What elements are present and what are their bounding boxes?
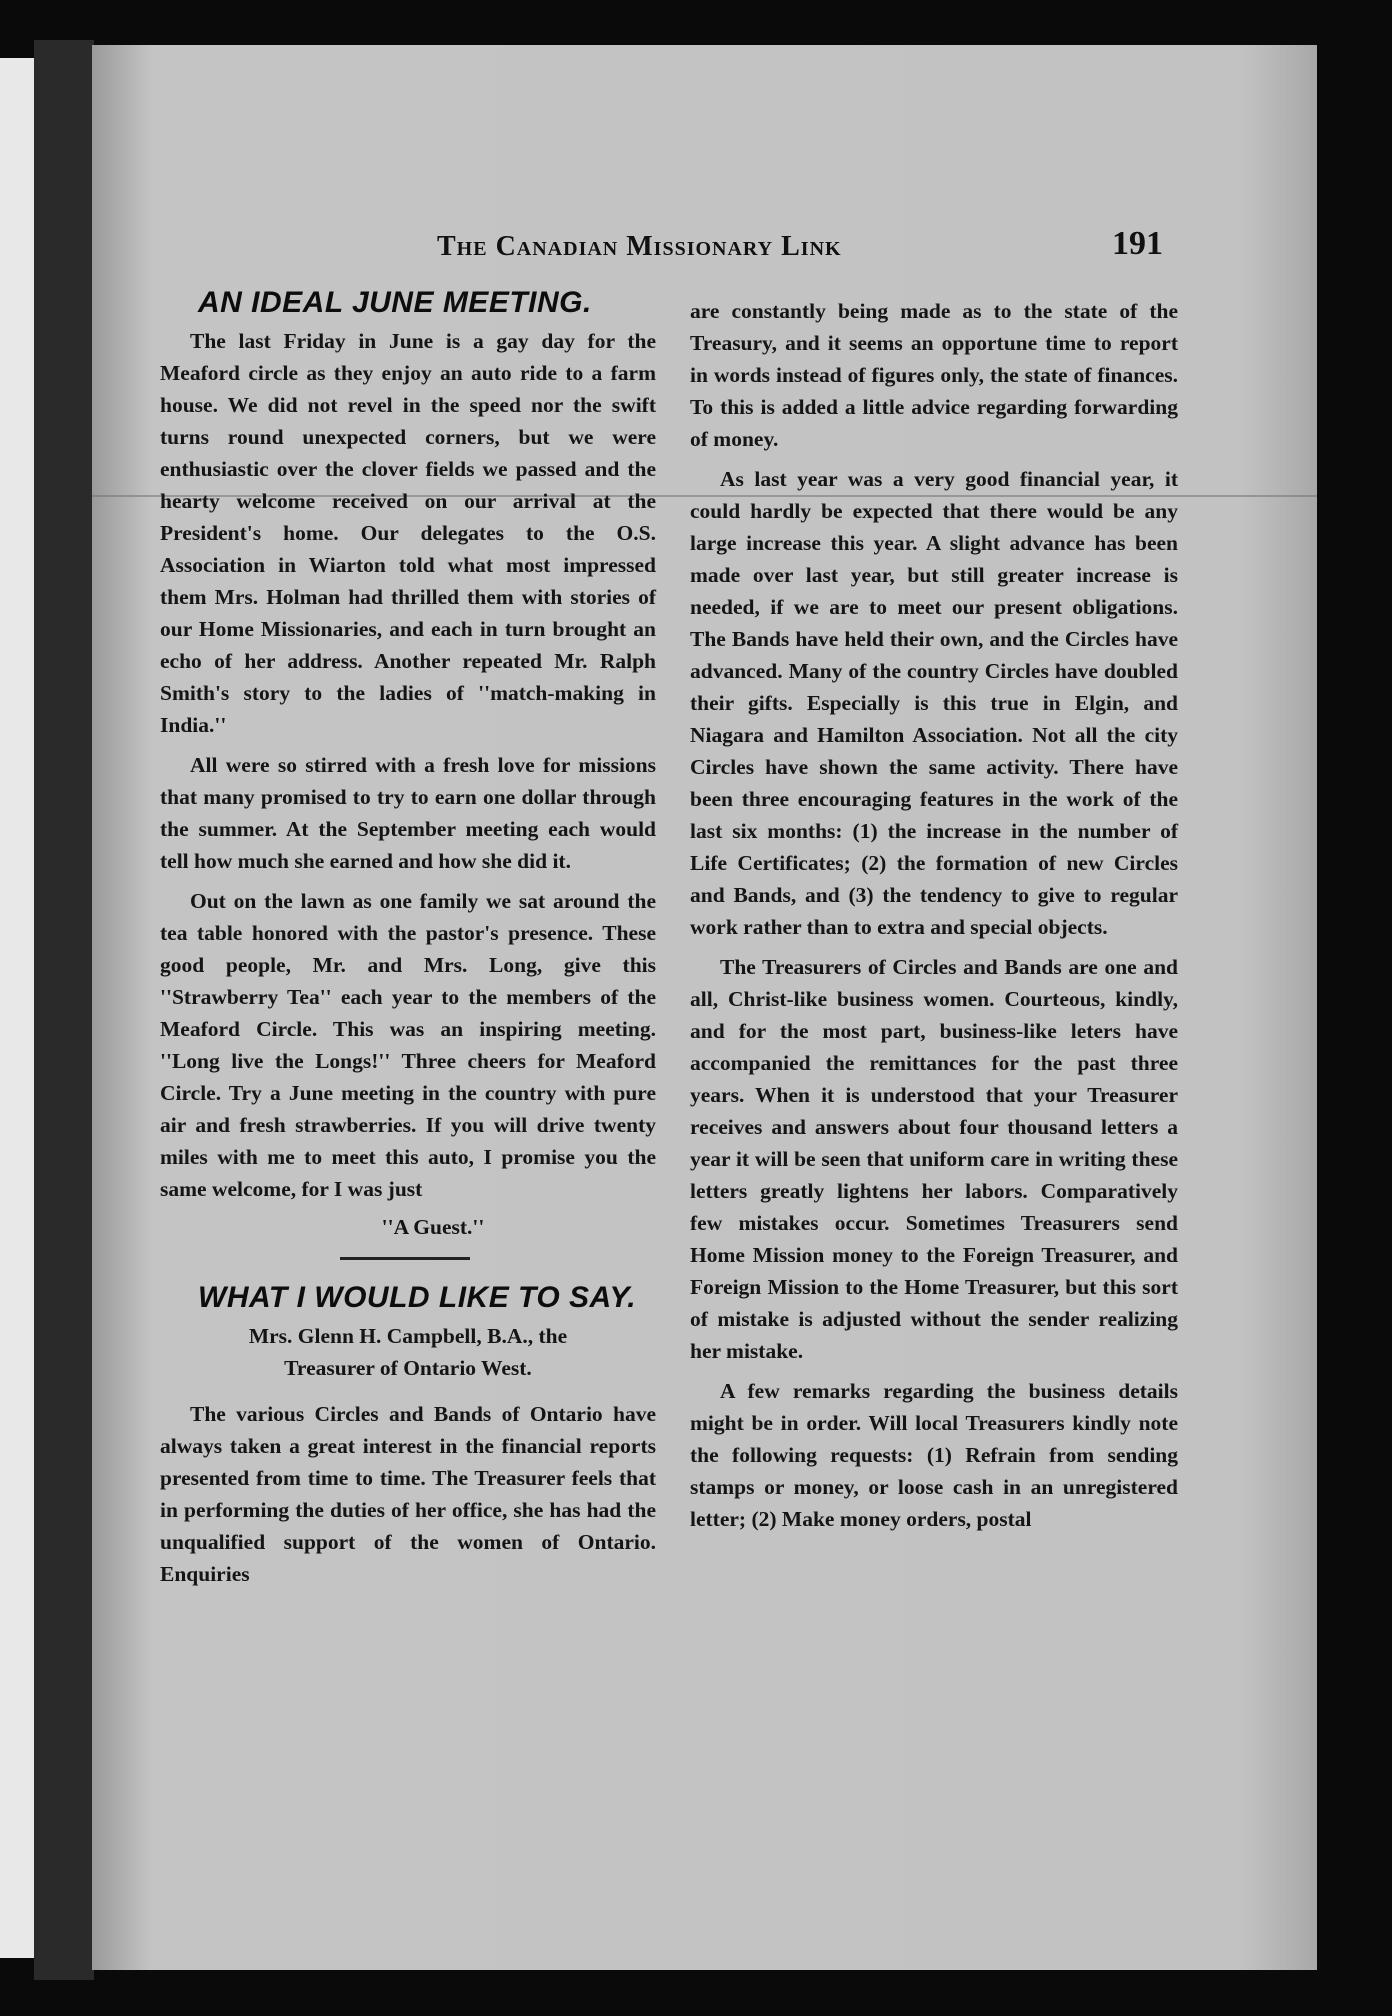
article2-paragraph-1-continued: are constantly being made as to the state of the Treasury, and it seems an opportune time to report in words instead of figures only, the state of finances. To this is added a little advice regarding forwarding of money.	[690, 299, 1178, 451]
article2-paragraph-3: The Treasurers of Circles and Bands are one and all, Christ-like business women. Courteous, kindly, and for the most part, business-like leters have accompanied the remittances for the past three years. When it is understood that your Treasurer receives and answers about four thousand letters a year it will be seen that uniform care in writing these letters greatly lightens her labors. Comparatively few mistakes occur. Sometimes Treasurers send Home Mission money to the Foreign Treasurer, and Foreign Mission to the Home Treasurer, but this sort of mistake is adjusted without the sender realizing her mistake.	[690, 955, 1178, 1363]
running-header-title: The Canadian Missionary Link	[437, 231, 842, 262]
left-binding-strip	[0, 58, 34, 1958]
article2-paragraph-1-start: The various Circles and Bands of Ontario have always taken a great interest in the financial reports presented from time to time. The Treasurer feels that in performing the duties of her office, she has had the unqualified support of the women of Ontario. Enquiries	[160, 1402, 656, 1586]
running-header	[92, 225, 1317, 271]
article2-paragraph-2: As last year was a very good financial year, it could hardly be expected that there would be any large increase this year. A slight advance has been made over last year, but still greater increase is needed, if we are to meet our present obligations. The Bands have held their own, and the Circles have advanced. Many of the country Circles have doubled their gifts. Especially is this true in Elgin, and Niagara and Hamilton Association. Not all the city Circles have shown the same activity. There have been three encouraging features in the work of the last six months: (1) the increase in the number of Life Certificates; (2) the formation of new Circles and Bands, and (3) the tendency to give to regular work rather than to extra and special objects.	[690, 467, 1178, 939]
left-column	[160, 286, 656, 1598]
article1-paragraph-3: Out on the lawn as one family we sat around the tea table honored with the pastor's presence. These good people, Mr. and Mrs. Long, give this ''Strawberry Tea'' each year to the members of the Meaford Circle. This was an inspiring meeting. ''Long live the Longs!'' Three cheers for Meaford Circle. Try a June meeting in the country with pure air and fresh strawberries. If you will drive twenty miles with me to meet this auto, I promise you the same welcome, for I was just	[160, 889, 656, 1201]
byline-author: Mrs. Glenn H. Campbell, B.A., the	[248, 1324, 568, 1348]
document-page	[92, 45, 1317, 1970]
page-number: 191	[1112, 225, 1163, 262]
article1-paragraph-1: The last Friday in June is a gay day for the Meaford circle as they enjoy an auto ride to a farm house. We did not revel in the speed nor the swift turns round unexpected corners, but we were enthusiastic over the clover fields we passed and the hearty welcome received on our arrival at the President's home. Our delegates to the O.S. Association in Wiarton told what most impressed them Mrs. Holman had thrilled them with stories of our Home Missionaries, and each in turn brought an echo of her address. Another repeated Mr. Ralph Smith's story to the ladies of ''match-making in India.''	[160, 329, 656, 737]
article-title-what-i-would-like-to-say: WHAT I WOULD LIKE TO SAY.	[198, 1281, 637, 1314]
byline-role: Treasurer of Ontario West.	[284, 1356, 532, 1380]
article-title-ideal-june-meeting: AN IDEAL JUNE MEETING.	[198, 286, 592, 319]
article2-byline	[160, 1320, 656, 1384]
article2-paragraph-4: A few remarks regarding the business details might be in order. Will local Treasurers kindly note the following requests: (1) Refrain from sending stamps or money, or loose cash in an unregistered letter; (2) Make money orders, postal	[690, 1379, 1178, 1531]
right-column	[690, 295, 1178, 1543]
article1-paragraph-2: All were so stirred with a fresh love for missions that many promised to try to earn one dollar through the summer. At the September meeting each would tell how much she earned and how she did it.	[160, 753, 656, 873]
section-divider	[340, 1257, 470, 1260]
left-binding-shadow	[34, 40, 94, 1980]
article1-signature: ''A Guest.''	[381, 1215, 485, 1239]
